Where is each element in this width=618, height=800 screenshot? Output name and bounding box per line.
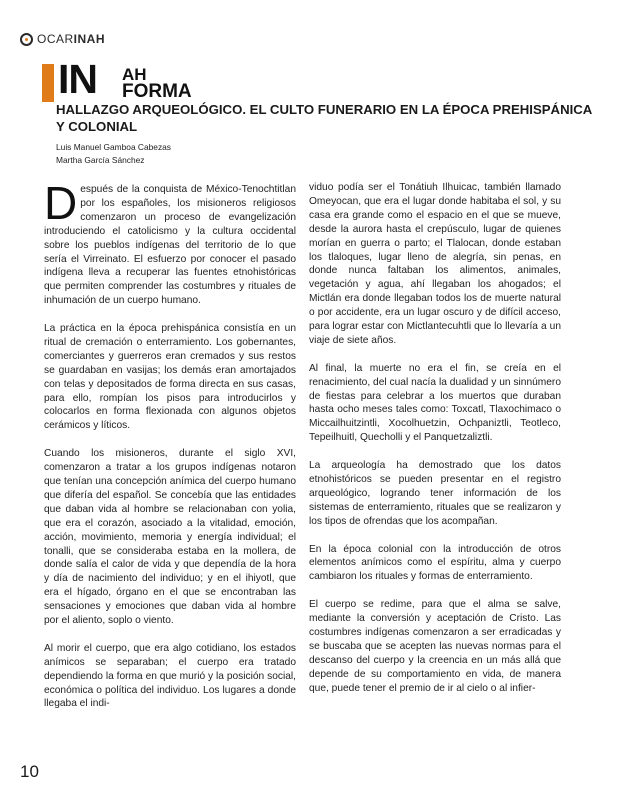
paragraph: Al morir el cuerpo, que era algo cotidiano, los estados anímicos se separaban; el cuerpo era tratado dependiendo la forma en que murió y la posición social, económica o política del individuo. Los lugares a donde llegaba el indi- — [44, 642, 296, 710]
ocarinah-logo-icon — [20, 33, 33, 46]
logo-prefix: OCAR — [37, 32, 74, 46]
ocarinah-logo — [20, 32, 105, 46]
paragraph: La práctica en la época prehispánica consistía en un ritual de cremación o enterramiento. Los gobernantes, comerciantes y guerreros eran cremados y sus restos se guardaban en vasijas; los demás eran amortajados con telas y depositados de forma directa en sus casas, para ello, rompían los pisos para introducirlos y colocarlos en forma flexionada con algunos objetos cerámicos y líticos. — [44, 323, 296, 432]
section-masthead — [42, 56, 282, 104]
paragraph: Cuando los misioneros, durante el siglo XVI, comenzaron a tratar a los grupos indígenas notaron que tenían una concepción anímica del cuerpo humano que difería del español. Se concebía que las entidades que daban vida al hombre se relacionaban con yolia, que era el corazón, asociado a la vitalidad, emoción, acción, movimiento, memoria y energía individual; el tonalli, que se consideraba estaba en la mollera, de donde salía el calor de vida y que dependía de la hora y día de nacimiento del individuo; y en el ihiyotl, que era el hígado, órgano en el que se encontraban las sensaciones y emociones que daban vida al hombre por el aliento, soplo o viento. — [44, 448, 296, 627]
accent-bar — [42, 64, 54, 102]
masthead-in: IN — [58, 56, 97, 102]
logo-text — [37, 32, 105, 46]
drop-cap: D — [44, 177, 78, 229]
logo-bold: INAH — [73, 32, 106, 46]
author-name: Martha García Sánchez — [56, 155, 145, 165]
article-title: HALLAZGO ARQUEOLÓGICO. EL CULTO FUNERARIO EN LA ÉPOCA PREHISPÁNICA Y COLONIAL — [56, 102, 592, 134]
paragraph: En la época colonial con la introducción de otros elementos anímicos como el espíritu, alma y cuerpo cambiaron los rituales y formas de enterramiento. — [309, 543, 561, 583]
paragraph: La arqueología ha demostrado que los datos etnohistóricos se pueden presentar en el registro arqueológico, logrando tener información de los sistemas de enterramiento, rituales que se realizaron y los tipos de ofrendas que los acompañan. — [309, 460, 561, 527]
masthead-forma: FORMA — [122, 81, 192, 102]
paragraph: Al final, la muerte no era el fin, se creía en el renacimiento, del cual nacía la dualidad y un sinnúmero de fiestas para celebrar a los muertos que duraban hasta ocho meses tales como: Toxcatl, Tlaxochimaco o Miccailhuitzintli, Xocolhuetzin, Ochpaniztli, Teotleco, Tepeilhuitl, Quecholli y el Panquetzaliztli. — [309, 362, 561, 444]
paragraph: viduo podía ser el Tonátiuh Ilhuicac, también llamado Omeyocan, que era el lugar donde habitaba el sol, y su casa era grande como el espacio en el que se mueve, desde la aurora hasta el crepúsculo, lugar de quienes morían en guerra o parto; el Tlalocan, donde estaban los tlaloques, lugar lleno de alegría, sin penas, en donde nunca faltaban los alimentos, animales, vegetación y agua, ahí llegaban los ahogados; el Mictlán era donde llegaban todos los de muerte natural o por accidente, era un lugar oscuro y de difícil acceso, para lograr estar con Mictlantecuhtli que lo llevaría a un viaje de siete años. — [309, 182, 561, 346]
masthead-ah: AH — [122, 65, 147, 84]
page-number: 10 — [20, 762, 39, 781]
left-column — [44, 177, 296, 725]
right-column — [309, 181, 561, 709]
paragraph: El cuerpo se redime, para que el alma se salve, mediante la conversión y aceptación de Cristo. Las costumbres indígenas comenzaron a ser erradicadas y se buscaba que se acepten las nuevas normas para el descanso del cuerpo y la creencia en un más allá que depende de su comportamiento en vida, de manera que, puede tener el premio de ir al cielo o al infier- — [309, 599, 561, 694]
author-name: Luis Manuel Gamboa Cabezas — [56, 142, 171, 152]
paragraph-text: espués de la conquista de México-Tenochtitlan por los españoles, los misioneros religiosos comenzaron un proceso de evangelización introduciendo el catolicismo y la cultura occidental sobre los pueblos indígenas del territorio de lo que sería el Virreinato. El esfuerzo por conocer el pasado indígena lleva a recuperar las fuentes etnohistóricas que permiten comprender las costumbres y rituales de inhumación de un cuerpo humano. — [44, 184, 296, 307]
paragraph — [44, 177, 296, 308]
authors — [56, 141, 171, 167]
